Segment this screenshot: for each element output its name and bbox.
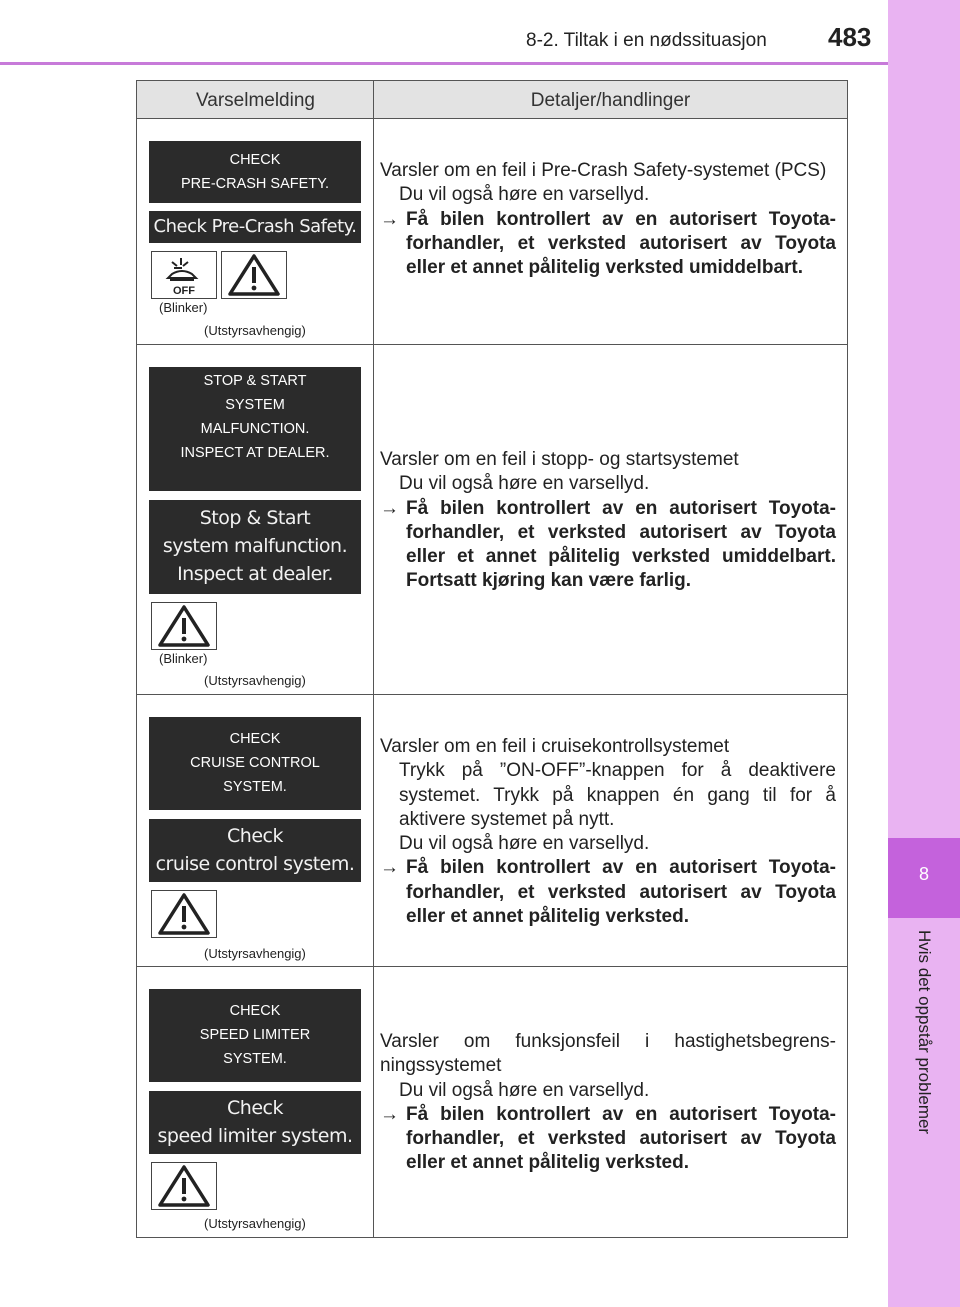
note-text: Du vil også høre en varsellyd. <box>399 833 650 855</box>
row-details <box>380 448 836 594</box>
message-line: Check <box>227 1097 283 1119</box>
message-line: Check Pre-Crash Safety. <box>153 216 357 237</box>
warning-message-table <box>136 80 848 1238</box>
row-divider <box>137 966 847 967</box>
message-line: SYSTEM <box>225 397 285 413</box>
chapter-number-box <box>888 838 960 918</box>
message-line: Stop & Start <box>199 507 311 529</box>
arrow-icon: → <box>380 208 399 230</box>
note-text: Du vil også høre en varsellyd. <box>399 473 650 495</box>
message-line: SPEED LIMITER <box>199 1027 311 1043</box>
warning-triangle-icon <box>151 890 217 938</box>
message-line: STOP & START <box>203 373 307 389</box>
warning-message-plain <box>149 989 361 1082</box>
pcs-off-icon <box>151 251 217 299</box>
action-item <box>380 497 836 594</box>
action-text: Få bilen kontrollert av en autorisert Toyota-forhandler, et verksted autorisert av Toyota eller et annet pålitelig verksted. <box>406 857 836 928</box>
warning-triangle-icon <box>151 1162 217 1210</box>
description-text: Varsler om funksjonsfeil i hastighetsbegrens-ningssystemet <box>380 1031 836 1077</box>
table-header-row <box>137 81 847 119</box>
note-text: Trykk på ”ON-OFF”-knappen for å deaktivere systemet. Trykk på knappen én gang til for å aktivere systemet på nytt. <box>399 760 836 830</box>
row-details <box>380 735 836 929</box>
description-text: Varsler om en feil i Pre-Crash Safety-systemet (PCS) <box>380 160 827 181</box>
equipment-note: (Utstyrsavhengig) <box>204 323 306 338</box>
message-line: system malfunction. <box>162 535 348 557</box>
warning-message-plain <box>149 717 361 810</box>
arrow-icon: → <box>380 497 399 519</box>
row-divider <box>137 694 847 695</box>
note-text: Du vil også høre en varsellyd. <box>399 1079 650 1101</box>
action-item <box>380 208 836 281</box>
warning-triangle-icon <box>221 251 287 299</box>
chapter-label: Hvis det oppstår problemer <box>915 930 934 1135</box>
column-divider <box>373 81 374 1237</box>
message-line: INSPECT AT DEALER. <box>180 445 330 461</box>
section-title: 8-2. Tiltak i en nødssituasjon <box>526 30 767 51</box>
blinker-note: (Blinker) <box>159 300 208 315</box>
message-line: PRE-CRASH SAFETY. <box>181 176 329 192</box>
chapter-number: 8 <box>918 864 929 884</box>
page-header <box>0 0 888 64</box>
message-line: Check <box>227 825 283 847</box>
row-details <box>380 159 836 280</box>
warning-message-styled <box>149 819 361 882</box>
row-details <box>380 1030 836 1176</box>
description-text: Varsler om en feil i stopp- og startsystemet <box>380 449 739 470</box>
action-item <box>380 856 836 929</box>
message-line: SYSTEM. <box>223 1051 287 1067</box>
page-number: 483 <box>828 22 872 52</box>
warning-triangle-icon <box>151 602 217 650</box>
warning-message-styled <box>149 211 361 243</box>
equipment-note: (Utstyrsavhengig) <box>204 946 306 961</box>
message-line: cruise control system. <box>155 853 355 875</box>
message-line: CHECK <box>229 152 281 168</box>
warning-message-plain <box>149 367 361 491</box>
column-header-message: Varselmelding <box>196 90 315 111</box>
message-line: CHECK <box>229 731 281 747</box>
blinker-note: (Blinker) <box>159 651 208 666</box>
equipment-note: (Utstyrsavhengig) <box>204 1216 306 1231</box>
warning-message-styled <box>149 1091 361 1154</box>
action-text: Få bilen kontrollert av en autorisert Toyota-forhandler, et verksted autorisert av Toyota eller et annet pålitelig verksted umiddelbart. Fortsatt kjøring kan være farlig. <box>406 497 836 592</box>
arrow-icon: → <box>380 857 399 879</box>
row-divider <box>137 344 847 345</box>
action-text: Få bilen kontrollert av en autorisert Toyota-forhandler, et verksted autorisert av Toyota eller et annet pålitelig verksted. <box>406 1103 836 1174</box>
header-rule <box>0 62 888 65</box>
arrow-icon: → <box>380 1103 399 1125</box>
message-line: CHECK <box>229 1003 281 1019</box>
equipment-note: (Utstyrsavhengig) <box>204 673 306 688</box>
action-text: Få bilen kontrollert av en autorisert Toyota-forhandler, et verksted autorisert av Toyota eller et annet pålitelig verksted umiddelbart. <box>406 208 836 279</box>
warning-message-plain <box>149 141 361 203</box>
message-line: speed limiter system. <box>157 1125 353 1147</box>
note-text: Du vil også høre en varsellyd. <box>399 184 650 206</box>
warning-message-styled <box>149 500 361 594</box>
message-line: MALFUNCTION. <box>200 421 310 437</box>
svg-text:OFF: OFF <box>173 285 195 297</box>
action-item <box>380 1103 836 1176</box>
column-header-details: Detaljer/handlinger <box>530 90 691 111</box>
message-line: SYSTEM. <box>223 779 287 795</box>
message-line: CRUISE CONTROL <box>190 755 320 771</box>
description-text: Varsler om en feil i cruisekontrollsystemet <box>380 736 730 757</box>
message-line: Inspect at dealer. <box>177 563 333 585</box>
